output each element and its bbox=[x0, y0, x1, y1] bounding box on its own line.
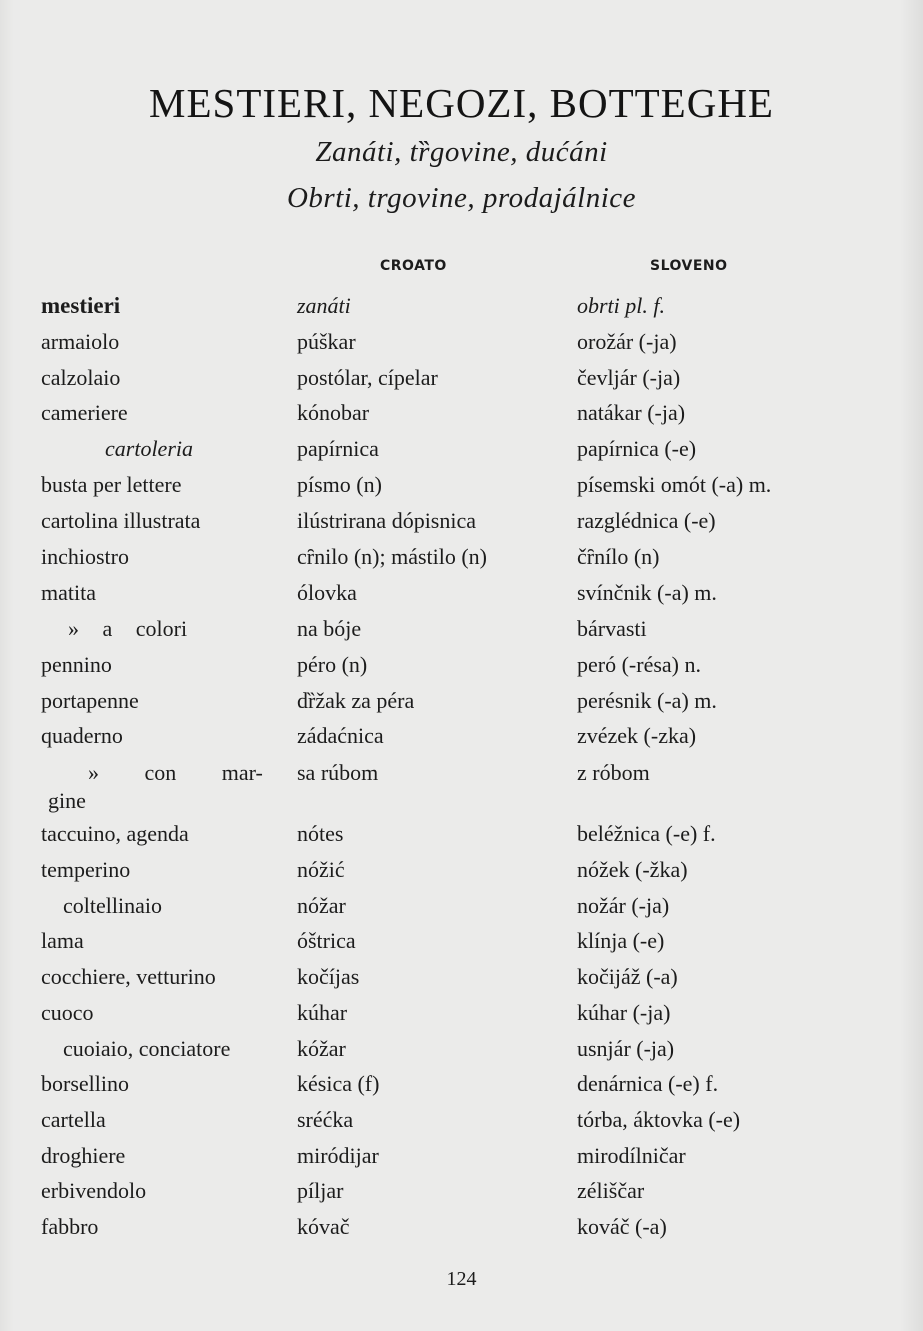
slovene-term: zvézek (-zka) bbox=[577, 723, 697, 748]
slovene-term: klínja (-e) bbox=[577, 928, 665, 953]
slovene-term: kočijáž (-a) bbox=[577, 964, 678, 989]
croatian-term: dȑžak za péra bbox=[297, 688, 415, 713]
italian-term: temperino bbox=[41, 857, 131, 882]
croatian-term: zádaćnica bbox=[297, 723, 384, 748]
italian-term: armaiolo bbox=[41, 329, 120, 354]
croatian-term: kóžar bbox=[297, 1036, 346, 1061]
slovene-term: nóžek (-žka) bbox=[577, 857, 688, 882]
croatian-term: cȓnilo (n); mástilo (n) bbox=[297, 544, 488, 569]
italian-term: coltellinaio bbox=[63, 893, 162, 918]
croatian-term: sréćka bbox=[297, 1107, 354, 1132]
croatian-term: na bóje bbox=[297, 616, 362, 641]
croatian-term: kónobar bbox=[297, 400, 370, 425]
croatian-term: késica (f) bbox=[297, 1071, 380, 1096]
italian-term: lama bbox=[41, 928, 84, 953]
slovene-term: perésnik (-a) m. bbox=[577, 688, 717, 713]
croatian-term: papírnica bbox=[297, 436, 379, 461]
italian-term-continuation: gine bbox=[48, 788, 86, 813]
italian-term: fabbro bbox=[41, 1214, 99, 1239]
italian-term: quaderno bbox=[41, 723, 123, 748]
slovene-term: čȓnílo (n) bbox=[577, 544, 660, 569]
croatian-term: nótes bbox=[297, 821, 344, 846]
slovene-term: svínčnik (-a) m. bbox=[577, 580, 717, 605]
page-number: 124 bbox=[446, 1268, 477, 1290]
italian-subheading: cartoleria bbox=[105, 436, 193, 461]
croatian-term: nóžar bbox=[297, 893, 346, 918]
slovene-term: natákar (-ja) bbox=[577, 400, 686, 425]
slovene-term: tórba, áktovka (-e) bbox=[577, 1107, 741, 1132]
column-header-sloveno: SLOVENO bbox=[650, 258, 728, 274]
italian-term: matita bbox=[41, 580, 96, 605]
italian-term: droghiere bbox=[41, 1143, 126, 1168]
croatian-term: píljar bbox=[297, 1178, 344, 1203]
italian-term: busta per lettere bbox=[41, 472, 182, 497]
slovene-term: zéliščar bbox=[577, 1178, 645, 1203]
slovene-term: razglédnica (-e) bbox=[577, 508, 716, 533]
croatian-term: zanáti bbox=[297, 293, 351, 318]
slovene-term: bárvasti bbox=[577, 616, 647, 641]
italian-term: » con mar- bbox=[88, 760, 263, 785]
croatian-term: ólovka bbox=[297, 580, 357, 605]
croatian-term: písmo (n) bbox=[297, 472, 382, 497]
croatian-term: miródijar bbox=[297, 1143, 379, 1168]
slovene-term: nožár (-ja) bbox=[577, 893, 670, 918]
slovene-term: obrti pl. f. bbox=[577, 293, 666, 318]
subtitle-slovene: Obrti, trgovine, prodajálnice bbox=[286, 182, 637, 214]
italian-term: inchiostro bbox=[41, 544, 129, 569]
croatian-term: postólar, cípelar bbox=[297, 365, 438, 390]
subtitle-croatian: Zanáti, tȑgovine, dućáni bbox=[315, 136, 608, 168]
italian-term: cuoiaio, conciatore bbox=[63, 1036, 231, 1061]
croatian-term: nóžić bbox=[297, 857, 345, 882]
slovene-term: usnjár (-ja) bbox=[577, 1036, 675, 1061]
slovene-term: kúhar (-ja) bbox=[577, 1000, 671, 1025]
italian-term: cocchiere, vetturino bbox=[41, 964, 216, 989]
slovene-term: z róbom bbox=[577, 760, 650, 785]
slovene-term: papírnica (-e) bbox=[577, 436, 697, 461]
italian-term: cartella bbox=[41, 1107, 106, 1132]
italian-term: taccuino, agenda bbox=[41, 821, 189, 846]
slovene-term: peró (-résa) n. bbox=[577, 652, 701, 677]
italian-term: » a colori bbox=[68, 616, 188, 641]
italian-term: borsellino bbox=[41, 1071, 129, 1096]
slovene-term: čevljár (-ja) bbox=[577, 365, 681, 390]
slovene-term: orožár (-ja) bbox=[577, 329, 677, 354]
slovene-term: denárnica (-e) f. bbox=[577, 1071, 719, 1096]
croatian-term: péro (n) bbox=[297, 652, 368, 677]
slovene-term: beléžnica (-e) f. bbox=[577, 821, 716, 846]
slovene-term: mirodílničar bbox=[577, 1143, 686, 1168]
croatian-term: óštrica bbox=[297, 928, 356, 953]
italian-term: pennino bbox=[41, 652, 112, 677]
croatian-term: ilústrirana dópisnica bbox=[297, 508, 477, 533]
italian-term: portapenne bbox=[41, 688, 139, 713]
italian-term: cuoco bbox=[41, 1000, 94, 1025]
croatian-term: kóvač bbox=[297, 1214, 350, 1239]
column-header-croato: CROATO bbox=[380, 258, 447, 274]
slovene-term: kováč (-a) bbox=[577, 1214, 667, 1239]
italian-term: mestieri bbox=[41, 293, 121, 318]
croatian-term: kúhar bbox=[297, 1000, 348, 1025]
italian-term: cameriere bbox=[41, 400, 128, 425]
italian-term: cartolina illustrata bbox=[41, 508, 201, 533]
croatian-term: kočíjas bbox=[297, 964, 360, 989]
slovene-term: písemski omót (-a) m. bbox=[577, 472, 772, 497]
croatian-term: sa rúbom bbox=[297, 760, 379, 785]
italian-term: erbivendolo bbox=[41, 1178, 147, 1203]
italian-term: calzolaio bbox=[41, 365, 121, 390]
page-title: MESTIERI, NEGOZI, BOTTEGHE bbox=[149, 80, 774, 126]
croatian-term: púškar bbox=[297, 329, 356, 354]
